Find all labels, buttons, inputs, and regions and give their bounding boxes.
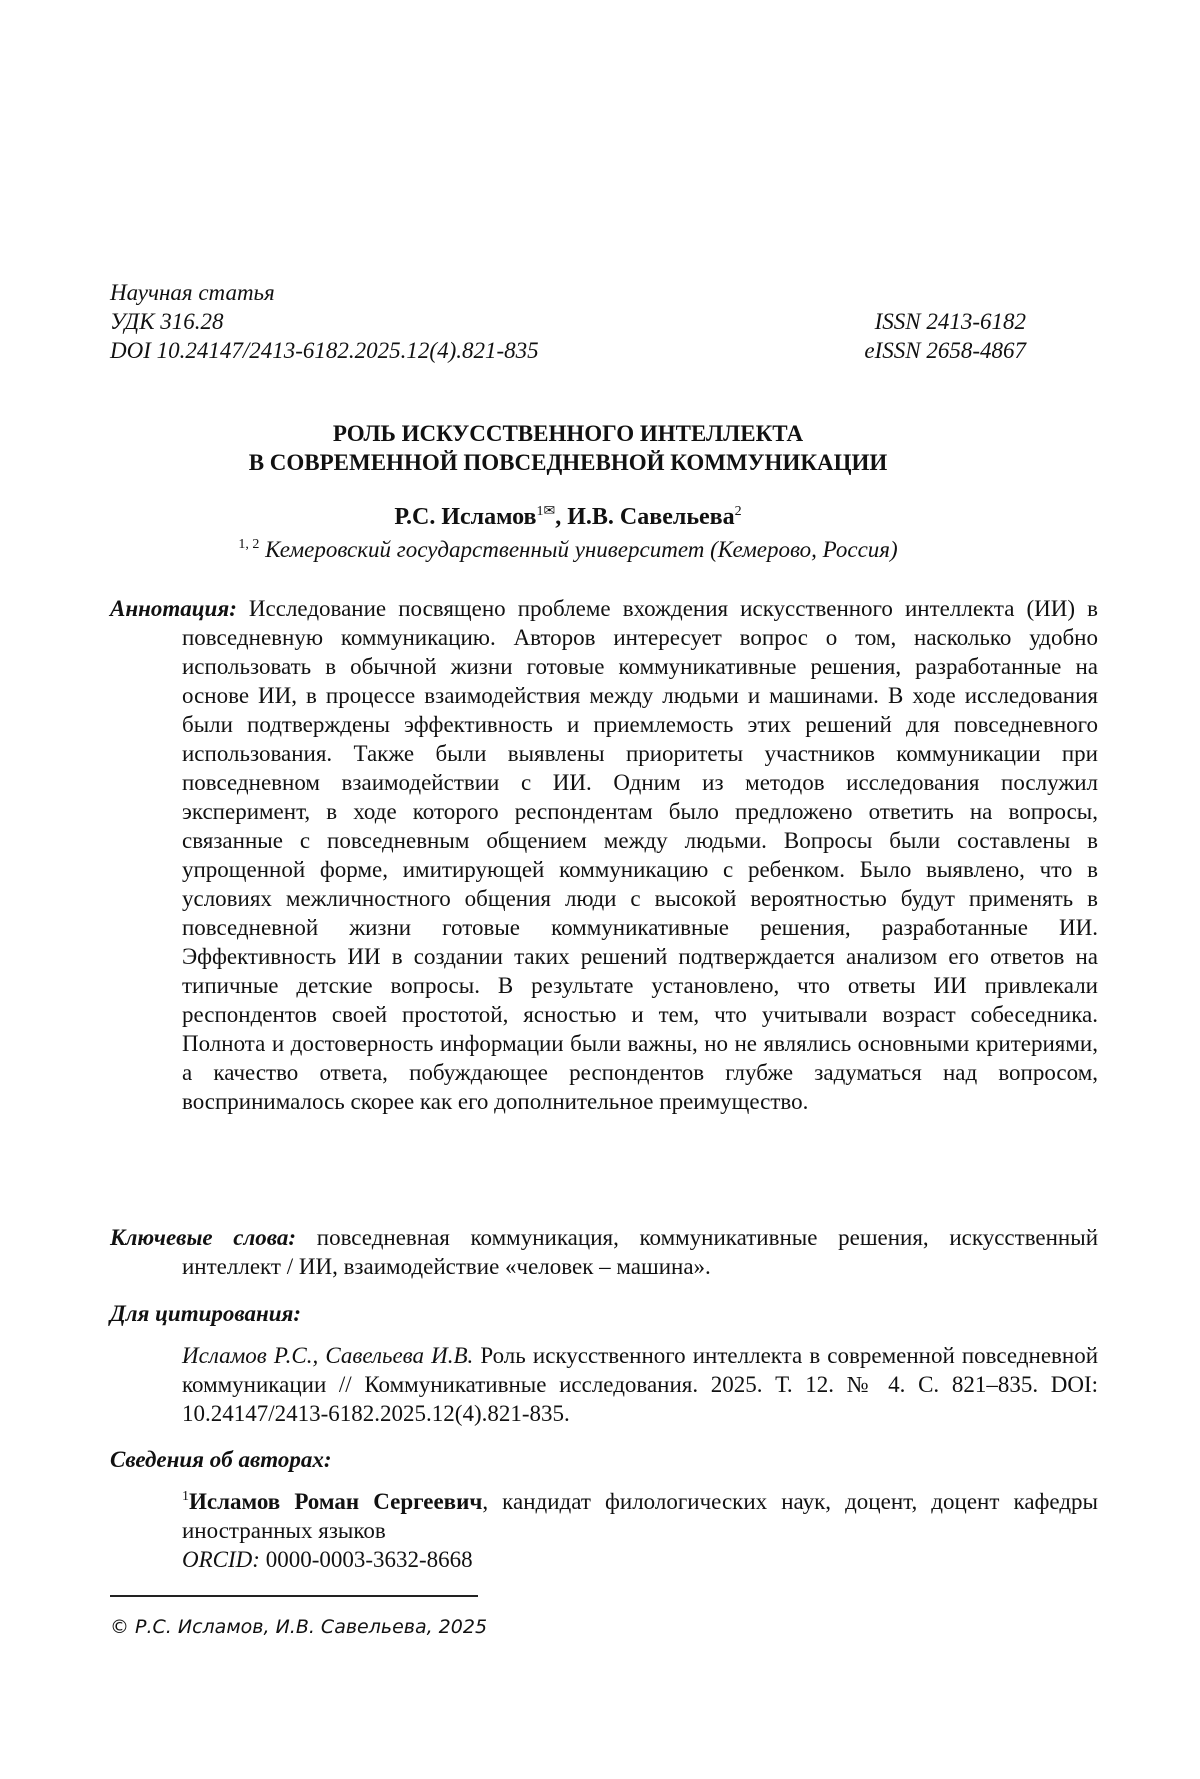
footnote-divider [110, 1595, 478, 1597]
udc-code: УДК 316.28 [110, 309, 224, 334]
meta-row-udc [110, 307, 1026, 336]
author-1-marker: 1✉ [536, 504, 556, 519]
orcid [110, 1545, 1098, 1574]
citation-text: Роль искусственного интеллекта в современной повседневной коммуникации // Коммуникативные исследования. 2025. Т. 12. № 4. С. 821–835. DOI: 10.24147/2413-6182.2025.12(4).821-835. [182, 1343, 1098, 1426]
meta-row-type [110, 278, 1026, 307]
author-1-name: Р.С. Исламов [394, 504, 537, 530]
about-authors-heading [110, 1445, 1026, 1474]
title-line-2: В СОВРЕМЕННОЙ ПОВСЕДНЕВНОЙ КОММУНИКАЦИИ [248, 450, 888, 475]
eissn: eISSN 2658-4867 [864, 338, 1026, 363]
orcid-value: 0000-0003-3632-8668 [259, 1547, 473, 1572]
orcid-label: ORCID: [182, 1547, 260, 1572]
copyright-notice: © Р.С. Исламов, И.В. Савельева, 2025 [110, 1616, 488, 1638]
citation-label: Для цитирования: [110, 1301, 302, 1326]
abstract-text: Исследование посвящено проблеме вхождения искусственного интеллекта (ИИ) в повседневную коммуникацию. Авторов интересует вопрос о том, насколько удобно использовать в обычной жизни готовые коммуникативные решения, разработанные на основе ИИ, в процессе взаимодействия между людьми и машинами. В ходе исследования были подтверждены эффективность и приемлемость этих решений для повседневного использования. Также были выявлены приоритеты участников коммуникации при повседневном взаимодействии с ИИ. Одним из методов исследования послужил эксперимент, в ходе которого респондентам было предложено ответить на вопросы, связанные с повседневным общением между людьми. Вопросы были составлены в упрощенной форме, имитирующей коммуникацию с ребенком. Было выявлено, что в условиях межличностного общения люди с высокой вероятностью будут применять в повседневной жизни готовые коммуникативные решения, разработанные ИИ. Эффективность ИИ в создании таких решений подтверждается анализом его ответов на типичные детские вопросы. В результате установлено, что ответы ИИ привлекали респондентов своей простотой, ясностью и тем, что учитывали возраст собеседника. Полнота и достоверность информации были важны, но не являлись основными критериями, а качество ответа, побуждающее респондентов глубже задуматься над вопросом, воспринималось скорее как его дополнительное преимущество. [182, 596, 1098, 1114]
affiliation [110, 535, 1026, 564]
abstract-label: Аннотация: [110, 596, 237, 621]
meta-row-doi [110, 336, 1026, 365]
about-authors-label: Сведения об авторах: [110, 1447, 332, 1472]
issn: ISSN 2413-6182 [874, 309, 1026, 334]
author-2-marker: 2 [734, 504, 742, 519]
doi: DOI 10.24147/2413-6182.2025.12(4).821-835 [110, 338, 539, 363]
author-info-name: Исламов Роман Сергеевич [189, 1489, 483, 1514]
author-list [110, 502, 1026, 532]
citation-authors: Исламов Р.С., Савельева И.В. [182, 1343, 474, 1368]
author-info [110, 1487, 1098, 1545]
author-info-marker: 1 [182, 1489, 189, 1504]
citation-heading [110, 1299, 1026, 1328]
keywords-label: Ключевые слова: [110, 1225, 297, 1250]
author-info-details: , кандидат филологических наук, доцент, доцент кафедры иностранных языков [182, 1489, 1098, 1543]
author-separator: , [555, 504, 568, 530]
abstract [110, 594, 1098, 1116]
affiliation-marker: 1, 2 [238, 537, 260, 552]
article-type: Научная статья [110, 280, 275, 305]
affiliation-text: Кемеровский государственный университет (Кемерово, Россия) [259, 537, 898, 562]
citation-body [110, 1341, 1098, 1428]
title-line-1: РОЛЬ ИСКУССТВЕННОГО ИНТЕЛЛЕКТА [332, 421, 804, 446]
article-metadata [110, 278, 1026, 365]
article-title [110, 419, 1026, 477]
keywords-text: повседневная коммуникация, коммуникативные решения, искусственный интеллект / ИИ, взаимодействие «человек – машина». [182, 1225, 1099, 1279]
author-2-name: И.В. Савельева [567, 504, 735, 530]
keywords [110, 1223, 1098, 1281]
